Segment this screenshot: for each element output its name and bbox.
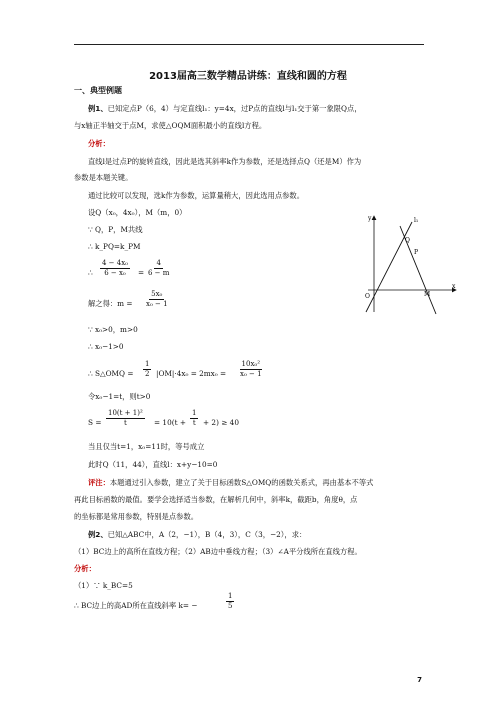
- comment-label: 评注：: [88, 478, 110, 487]
- analysis1-line4: 设Q（x₀，4x₀），M（m，0）: [88, 208, 187, 217]
- page-title: 2013届高三数学精品讲练：直线和圆的方程: [149, 71, 347, 82]
- analysis2-fraction: [226, 592, 234, 611]
- l1-label: l₁: [414, 217, 419, 224]
- eq1-fraction-right: [146, 259, 171, 278]
- example1-text1: 已知定点P（6，4）与定直线l₁：y=4x，过P点的直线l与l₁交于第一象限Q点，: [107, 104, 362, 113]
- analysis1-line8: ∴ x₀−1>0: [88, 342, 124, 351]
- x-label: x: [452, 283, 456, 290]
- eq3-prefix: ∴ S△OMQ =: [88, 369, 134, 378]
- p-label: P: [414, 249, 419, 256]
- page-number: 7: [417, 676, 422, 684]
- analysis1-line7: ∵ x₀>0，m>0: [88, 325, 138, 334]
- section-heading: 一、典型例题: [74, 86, 122, 95]
- eq4-inner-den: t: [192, 419, 196, 427]
- comment-text1: 本题通过引入参数，建立了关于目标函数S△OMQ的函数关系式，再由基本不等式: [109, 478, 374, 487]
- analysis1-line2: 参数是本题关键。: [74, 173, 133, 182]
- eq1-equals: =: [138, 268, 145, 277]
- analysis1-line5: ∵ Q，P，M共线: [88, 225, 143, 234]
- comment-text2: 再此目标函数的最值。要学会选择适当参数，在解析几何中，斜率k，截距b，角度θ，点: [74, 495, 358, 504]
- eq3-half: [143, 360, 151, 379]
- example1-line1: [88, 104, 362, 114]
- eq4-prefix: S =: [88, 418, 102, 427]
- eq4-den: t: [123, 419, 127, 427]
- eq4-fraction: [106, 409, 145, 428]
- eq4-num: 10(t + 1)²: [108, 409, 143, 417]
- example2-text: 已知△ABC中，A（2，−1），B（4，3），C（3，−2），求：: [107, 530, 307, 539]
- analysis2-num: 1: [228, 592, 233, 600]
- eq2-prefix: 解之得：m =: [88, 299, 133, 308]
- q-label: Q: [405, 237, 410, 244]
- eq1-den1: 6 − x₀: [104, 269, 126, 277]
- eq2-fraction: [144, 290, 170, 309]
- eq4-inner-num: 1: [192, 409, 197, 417]
- analysis1-line10: 当且仅当t=1，x₀=11时，等号成立: [88, 442, 205, 451]
- eq2-num: 5x₀: [151, 290, 163, 298]
- eq3-half-den: 2: [145, 370, 150, 378]
- analysis2-line1: （1）∵ k_BC=5: [74, 581, 133, 590]
- comment-text3: 的坐标都是常用参数，特别是点参数。: [74, 512, 199, 521]
- eq1-num2: 4: [156, 259, 161, 267]
- eq1-prefix: ∴: [88, 268, 93, 277]
- eq1-num1: 4 − 4x₀: [102, 259, 128, 267]
- example2-questions: （1）BC边上的高所在直线方程；（2）AB边中垂线方程；（3）∠A平分线所在直线方程。: [74, 547, 362, 556]
- eq3-middle: |OM|·4x₀ = 2mx₀ =: [156, 369, 227, 378]
- eq3-fraction: [238, 360, 264, 379]
- eq3-half-num: 1: [145, 360, 150, 368]
- analysis1-line1: 直线l是过点P的旋转直线，因此是选其斜率k作为参数，还是选择点Q（还是M）作为: [88, 157, 362, 166]
- example1-label: 例1、: [88, 104, 108, 113]
- eq4-inner-fraction: [190, 409, 198, 428]
- eq1-fraction-left: [100, 259, 130, 278]
- line-l1: [366, 222, 412, 312]
- origin-label: O: [365, 293, 370, 300]
- example2-line1: [88, 530, 306, 540]
- analysis2-den: 5: [228, 602, 233, 610]
- analysis-label-1: 分析：: [88, 139, 110, 148]
- eq3-num: 10x₀²: [241, 360, 260, 368]
- y-label: y: [368, 215, 372, 222]
- analysis2-line2: ∴ BC边上的高AD所在直线斜率 k= −: [74, 601, 198, 610]
- coordinate-figure: [356, 212, 460, 316]
- eq4-suffix: + 2) ≥ 40: [203, 418, 239, 427]
- example1-text2: 与x轴正半轴交于点M，求使△OQM面积最小的直线l方程。: [74, 121, 267, 130]
- eq1-den2: 6 − m: [148, 269, 170, 277]
- analysis1-line9: 令x₀−1=t，则t>0: [88, 392, 151, 401]
- m-label: M: [424, 291, 431, 298]
- comment-line1: [88, 478, 373, 488]
- analysis1-line11: 此时Q（11，44），直线l：x+y−10=0: [88, 460, 218, 469]
- analysis-label-2: 分析：: [74, 564, 96, 573]
- header-rule: [74, 44, 424, 45]
- analysis1-line6: ∴ k_PQ=k_PM: [88, 242, 141, 251]
- eq4-middle: = 10(t +: [154, 418, 186, 427]
- example2-label: 例2、: [88, 530, 108, 539]
- analysis1-line3: 通过比较可以发现，选k作为参数，运算量稍大，因此选用点参数。: [88, 191, 305, 200]
- eq2-den: x₀ − 1: [146, 300, 168, 308]
- eq3-den: x₀ − 1: [240, 370, 262, 378]
